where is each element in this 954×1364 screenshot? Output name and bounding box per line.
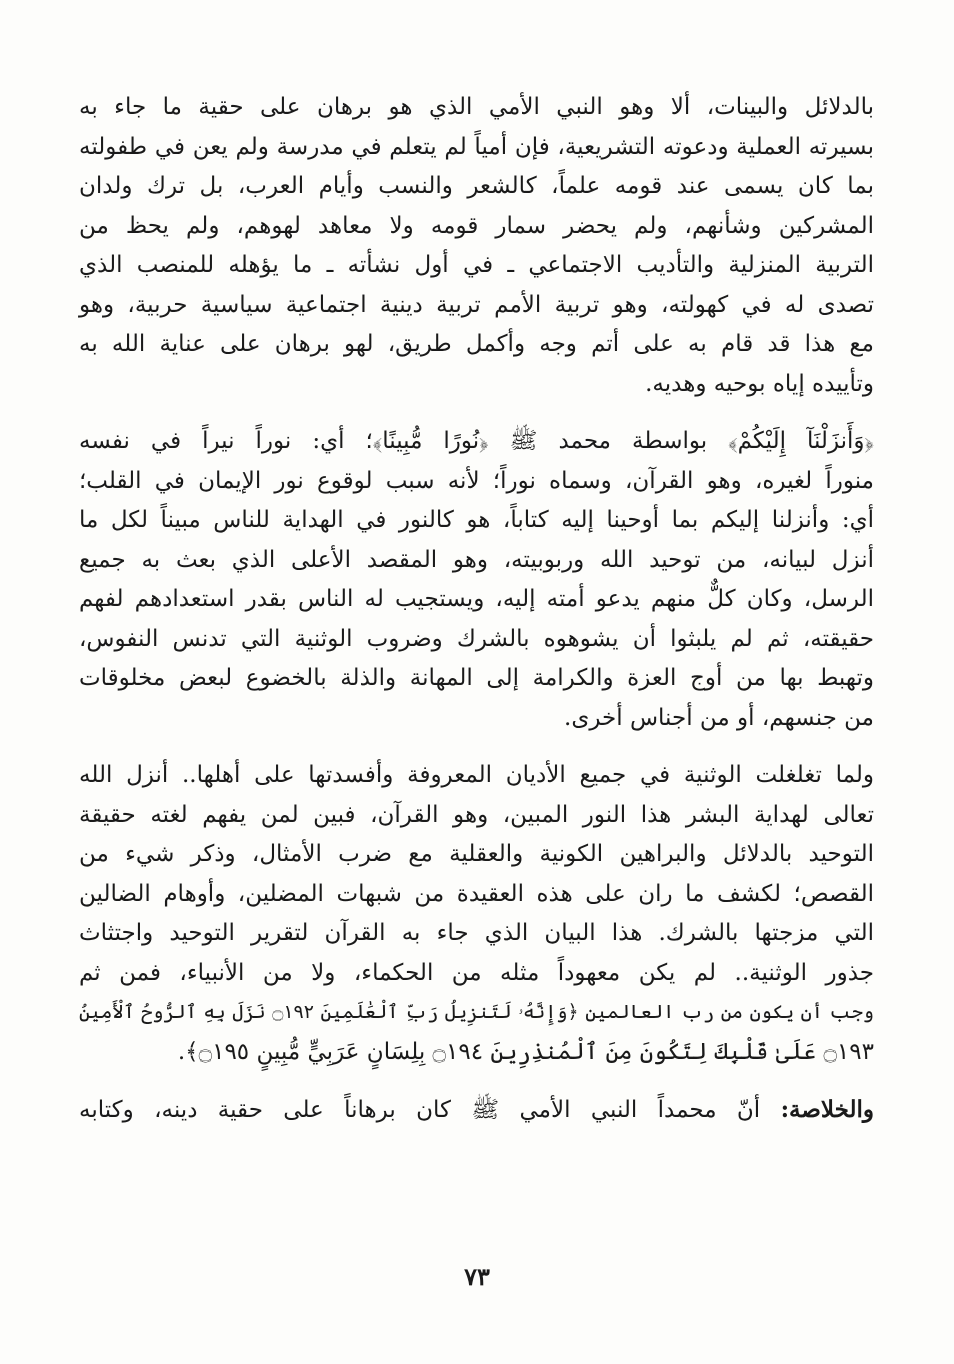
page-number: ٧٣ <box>464 1262 490 1291</box>
text-line: منوراً لغيره، وهو القرآن، وسماه نوراً؛ لأنه سبب لوقوع نور الإيمان في القلب؛ <box>79 467 874 494</box>
text-line: الرسل، وكان كلٌّ منهم يدعو أمته إليه، ويستجيب له الناس بقدر استعدادهم لفهم <box>79 586 874 612</box>
text-line: تعالى لهداية البشر هذا النور المبين، وهو القرآن، فبين لمن يفهم لغته حقيقة <box>79 801 874 828</box>
text-line: حقيقته، ثم لم يلبثوا أن يشوهوه بالشرك وضروب الوثنية التي تدنس النفوس، <box>79 625 874 652</box>
quran-verse-line: ۝١٩٣ عَلَىٰ قَلْبِكَ لِتَكُونَ مِنَ ٱلْمُنذِرِينَ ۝١٩٤ بِلِسَانٍ عَرَبِيٍّ مُّبِينٍ ۝١٩٥﴾. <box>177 1038 874 1065</box>
text-line: التوحيد بالدلائل والبراهين الكونية والعقلية مع ضرب الأمثال، وذكر شيء من <box>79 841 874 867</box>
text-line: المشركين وشأنهم، ولم يحضر سمار قومه ولا معاهد لهوهم، ولم يحظ من <box>79 212 874 239</box>
text-line: التي مزجتها بالشرك. هذا البيان الذي جاء به القرآن لتقرير التوحيد واجتثاث <box>79 920 874 946</box>
text-line <box>79 1090 874 1130</box>
summary-text: أنّ محمداً النبي الأمي ﷺ كان برهاناً على حقية دينه، وكتابه <box>79 1097 781 1123</box>
page-body <box>79 88 874 1148</box>
text-line: تصدى له في كهولته، وهو تربية الأمم تربية دينية اجتماعية سياسية حربية، وهو <box>79 291 874 318</box>
text-line: أي: وأنزلنا إليكم بما أوحينا إليه كتاباً، هو كالنور في الهداية للناس مبيناً لكل ما <box>79 507 874 533</box>
text-line: من جنسهم، أو من أجناس أخرى. <box>564 704 874 731</box>
paragraph-2 <box>79 422 874 738</box>
paragraph-1 <box>79 88 874 404</box>
text-line: جذور الوثنية.. لم يكن معهوداً مثله من الحكماء، ولا من الأنبياء، فمن ثم <box>79 959 874 986</box>
text-line: وتهبط بها من أوج العزة والكرامة إلى المهانة والذلة بالخضوع لبعض مخلوقات <box>79 665 874 691</box>
text-line: بما كان يسمى عند قومه علماً، كالشعر والنسب وأيام العرب، بل ترك ولدان <box>79 173 874 199</box>
text-line: مع هذا قد قام به على أتم وجه وأكمل طريق، لهو برهان على عناية الله به <box>79 331 874 357</box>
text-line: بسيرته العملية ودعوته التشريعية، فإن أمياً لم يتعلم في مدرسة ولم يعن في طفولته <box>79 133 874 160</box>
quran-verse-line: وجب أن يكون من رب العالمين ﴿وَإِنَّهُۥ لَتَنزِيلُ رَبِّ ٱلْعَٰلَمِينَ ۝١٩٢ نَزَلَ بِهِ ٱلرُّوحُ ٱلْأَمِينُ <box>79 1001 874 1023</box>
summary-lead: والخلاصة: <box>780 1096 874 1123</box>
paragraph-3 <box>79 756 874 1072</box>
text-line: القصص؛ لكشف ما ران على هذه العقيدة من شبهات المضلين، وأوهام الضالين <box>79 880 874 907</box>
text-line: أنزل لبيانه، من توحيد الله وربوبيته، وهو المقصد الأعلى الذي بعث به جميع <box>79 546 874 573</box>
text-line: ولما تغلغلت الوثنية في جميع الأديان المعروفة وأفسدتها على أهلها.. أنزل الله <box>79 762 874 788</box>
paragraph-4 <box>79 1090 874 1130</box>
text-line: ﴿وَأَنزَلْنَآ إِلَيْكُمْ﴾ بواسطة محمد ﷺ ﴿نُورًا مُّبِينًا﴾؛ أي: نوراً نيراً في نفسه <box>79 428 874 454</box>
text-line: وتأييده إياه بوحيه وهديه. <box>645 370 874 397</box>
text-line: التربية المنزلية والتأديب الاجتماعي ـ في أول نشأته ـ ما يؤهله للمنصب الذي <box>79 252 874 278</box>
text-line: بالدلائل والبينات، ألا وهو النبي الأمي الذي هو برهان على حقية ما جاء به <box>79 94 874 120</box>
